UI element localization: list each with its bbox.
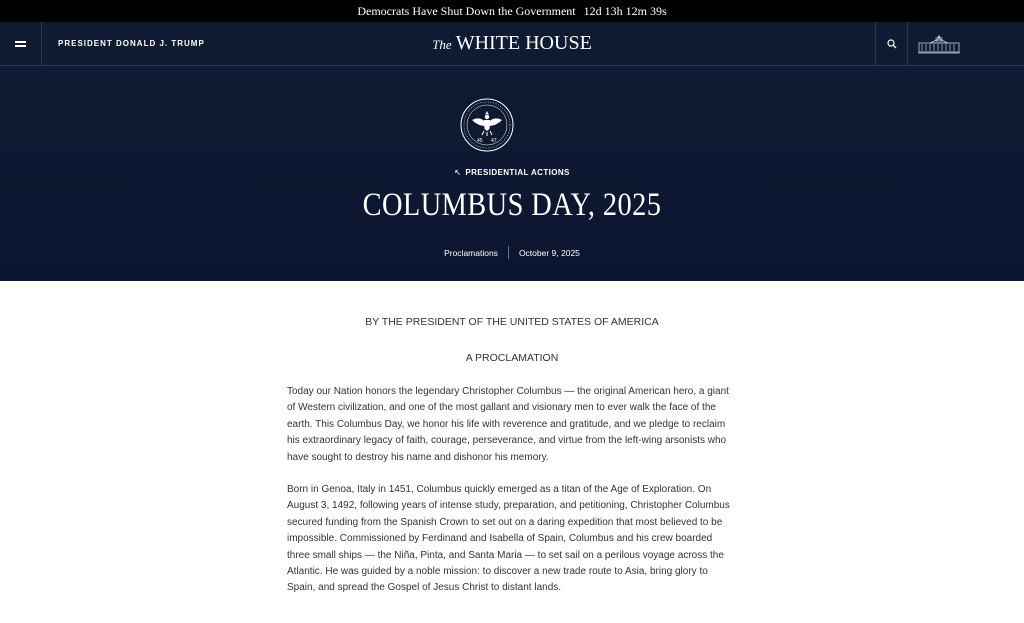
page-title: COLUMBUS DAY, 2025 [362, 187, 662, 223]
top-navigation [0, 22, 1024, 66]
seal-number-left: 45 [477, 138, 483, 144]
article-date: October 9, 2025 [518, 247, 580, 258]
category-link[interactable] [0, 168, 1024, 177]
site-title[interactable] [432, 32, 592, 55]
article-body [287, 281, 737, 597]
article-type-link[interactable]: Proclamations [444, 247, 498, 258]
shutdown-banner[interactable] [0, 0, 1024, 22]
paragraph: Born in Genoa, Italy in 1451, Columbus quickly emerged as a titan of the Age of Exploration. On August 3, 1492, following years of intense study, preparation, and petitioning, Christopher Columbus secured funding from the Spanish Crown to set out on a daring expedition that most believed to be impossible. Commissioned by Ferdinand and Isabella of Spain, Columbus and his crew boarded three small ships — the Niña, Pinta, and Santa Maria — to set sail on a perilous voyage across the Atlantic. He was guided by a noble mission: to discover a new trade route to Asia, bring glory to Spain, and spread the Gospel of Jesus Christ to distant lands. [287, 484, 730, 594]
meta-divider [508, 246, 509, 259]
article-meta [0, 246, 1024, 259]
banner-message: Democrats Have Shut Down the Government [357, 3, 576, 18]
presidential-seal-icon [460, 98, 514, 152]
article-hero [0, 66, 1024, 281]
hamburger-icon [15, 41, 26, 47]
category-label: PRESIDENTIAL ACTIONS [465, 168, 570, 177]
proclamation-heading: A PROCLAMATION [465, 352, 559, 364]
president-link[interactable]: PRESIDENT DONALD J. TRUMP [58, 39, 205, 48]
menu-button[interactable] [0, 22, 42, 65]
white-house-building-icon [918, 34, 960, 54]
search-button[interactable] [875, 22, 907, 65]
site-title-text: WHITE HOUSE [455, 32, 592, 54]
paragraph: Today our Nation honors the legendary Christopher Columbus — the original American hero, a giant of Western civilization, and one of the most gallant and visionary men to ever walk the face of the earth. This Columbus Day, we honor his life with reverence and gratitude, and we pledge to reclaim his extraordinary legacy of faith, courage, perseverance, and virtue from the left-wing arsonists who have sought to destroy his name and dishonor his memory. [287, 386, 729, 463]
white-house-logo[interactable] [907, 22, 1024, 65]
site-title-prefix: The [432, 37, 452, 52]
nav-right [875, 22, 1024, 65]
search-icon [887, 39, 897, 49]
banner-countdown: 12d 13h 12m 39s [583, 3, 667, 18]
arrow-up-left-icon: ↖ [454, 168, 462, 177]
byline: BY THE PRESIDENT OF THE UNITED STATES OF AMERICA [365, 316, 659, 328]
seal-number-right: 47 [491, 138, 497, 144]
